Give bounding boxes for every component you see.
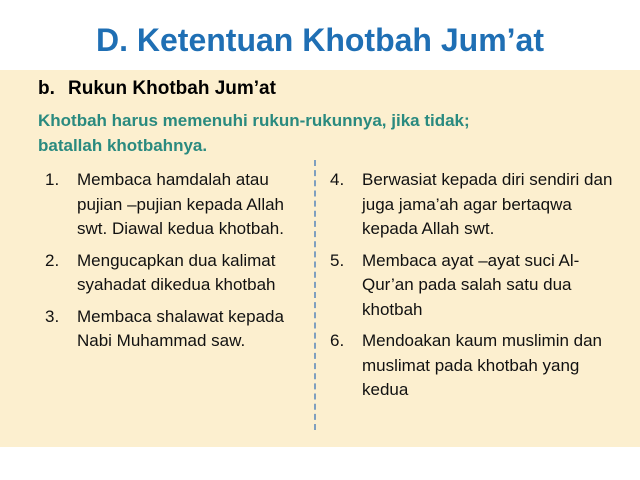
list-item bbox=[45, 305, 307, 354]
list-item-text: Mendoakan kaum muslimin dan muslimat pada khotbah yang kedua bbox=[362, 331, 603, 399]
intro-line-2: batallah khotbahnya. bbox=[38, 136, 208, 155]
subheading-text: Rukun Khotbah Jum’at bbox=[68, 78, 276, 99]
list-item bbox=[330, 329, 620, 403]
list-item-number: 5. bbox=[330, 250, 345, 270]
subheading-marker: b. bbox=[38, 78, 55, 99]
subheading bbox=[38, 78, 276, 100]
list-item-text: Membaca hamdalah atau pujian –pujian kepada Allah swt. Diawal kedua khotbah. bbox=[77, 170, 285, 238]
list-item-number: 2. bbox=[45, 250, 60, 270]
list-item-number: 3. bbox=[45, 306, 60, 326]
list-item-text: Membaca shalawat kepada Nabi Muhammad saw. bbox=[77, 306, 284, 350]
list-item-text: Membaca ayat –ayat suci Al-Qur’an pada salah satu dua khotbah bbox=[362, 250, 580, 319]
list-item bbox=[45, 249, 307, 298]
left-list bbox=[45, 168, 307, 361]
list-item-number: 1. bbox=[45, 170, 60, 189]
list-item-number: 6. bbox=[330, 331, 345, 350]
list-item bbox=[45, 168, 307, 242]
intro-text bbox=[38, 108, 558, 158]
list-item bbox=[330, 168, 620, 242]
list-item bbox=[330, 249, 620, 323]
list-item-text: Mengucapkan dua kalimat syahadat dikedua khotbah bbox=[77, 250, 276, 294]
slide-title: D. Ketentuan Khotbah Jum’at bbox=[95, 22, 544, 58]
intro-line-1: Khotbah harus memenuhi rukun-rukunnya, jika tidak; bbox=[38, 111, 470, 130]
list-item-text: Berwasiat kepada diri sendiri dan juga jama’ah agar bertaqwa kepada Allah swt. bbox=[362, 170, 613, 238]
column-divider bbox=[314, 160, 316, 430]
right-list bbox=[330, 168, 620, 410]
list-item-number: 4. bbox=[330, 170, 345, 189]
